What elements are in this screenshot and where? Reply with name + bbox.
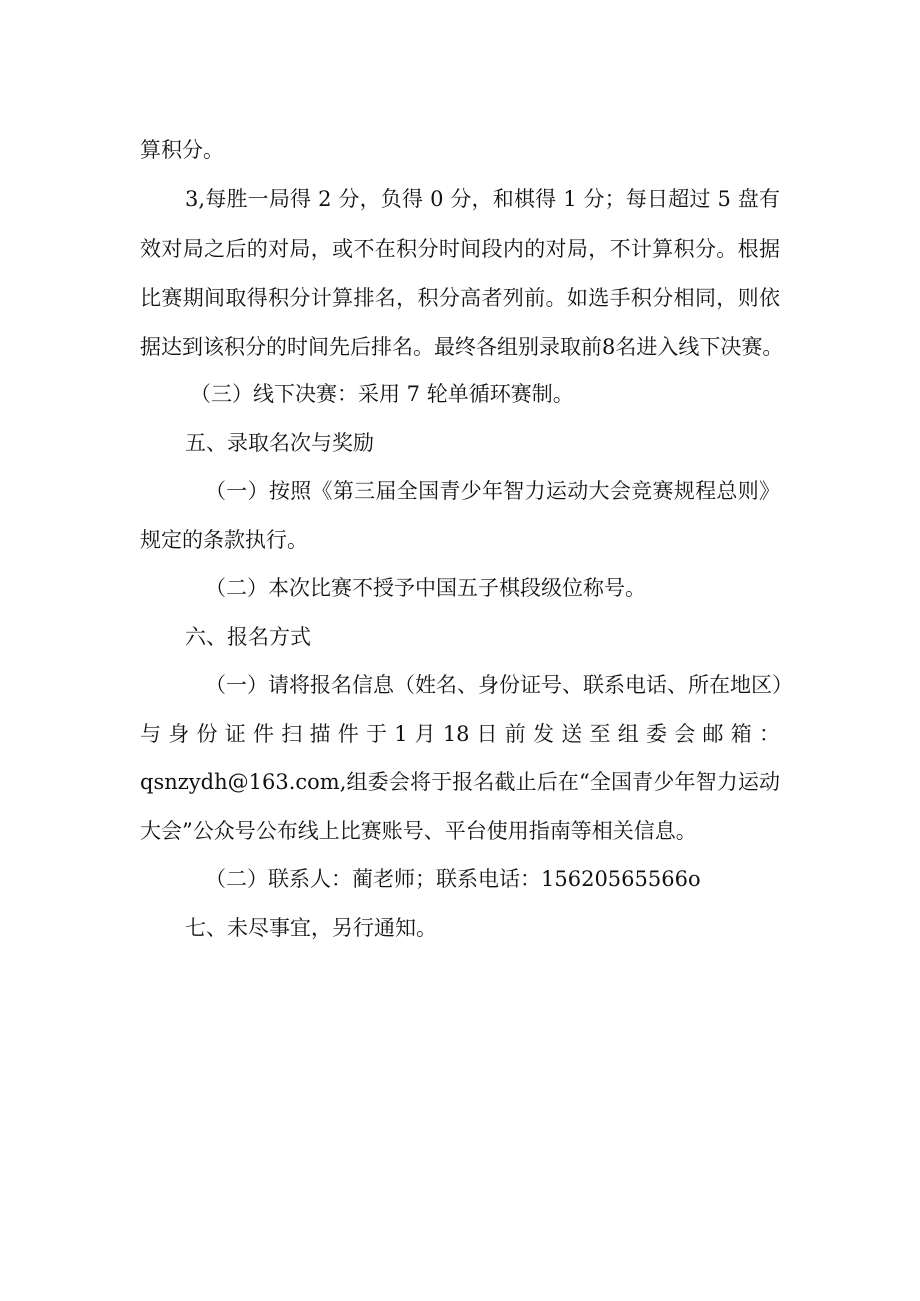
paragraph-line-1: 算积分。	[140, 138, 224, 162]
award-item-1-line-2: 规定的条款执行。	[140, 528, 308, 552]
heading-six-registration: 六、报名方式	[185, 625, 311, 649]
award-item-2: （二）本次比赛不授予中国五子棋段级位称号。	[205, 576, 646, 600]
paragraph-line-3: 效对局之后的对局，或不在积分时间段内的对局，不计算积分。根据	[140, 237, 780, 261]
paragraph-line-2: 3,每胜一局得 2 分，负得 0 分，和棋得 1 分；每日超过 5 盘有	[185, 187, 780, 211]
section-3-finals: （三）线下决赛：采用 7 轮单循环赛制。	[190, 382, 574, 406]
registration-line-3: qsnzydh@163.com,组委会将于报名截止后在“全国青少年智力运动	[140, 770, 780, 794]
registration-line-4: 大会”公众号公布线上比赛账号、平台使用指南等相关信息。	[140, 819, 697, 843]
paragraph-line-5: 据达到该积分的时间先后排名。最终各组别录取前8名进入线下决赛。	[140, 335, 784, 359]
award-item-1-line-1: （一）按照《第三届全国青少年智力运动大会竞赛规程总则》	[205, 479, 780, 503]
contact-line: （二）联系人：蔺老师；联系电话：15620565566o	[205, 867, 701, 891]
registration-line-1: （一）请将报名信息（姓名、身份证号、联系电话、所在地区）	[205, 673, 793, 697]
heading-five-awards: 五、录取名次与奖励	[185, 431, 374, 455]
paragraph-line-4: 比赛期间取得积分计算排名，积分高者列前。如选手积分相同，则依	[140, 286, 780, 310]
heading-seven-other: 七、未尽事宜，另行通知。	[185, 916, 437, 940]
registration-line-2: 与 身 份 证 件 扫 描 件 于 1 月 18 日 前 发 送 至 组 委 会 邮 箱 ：	[140, 722, 780, 746]
